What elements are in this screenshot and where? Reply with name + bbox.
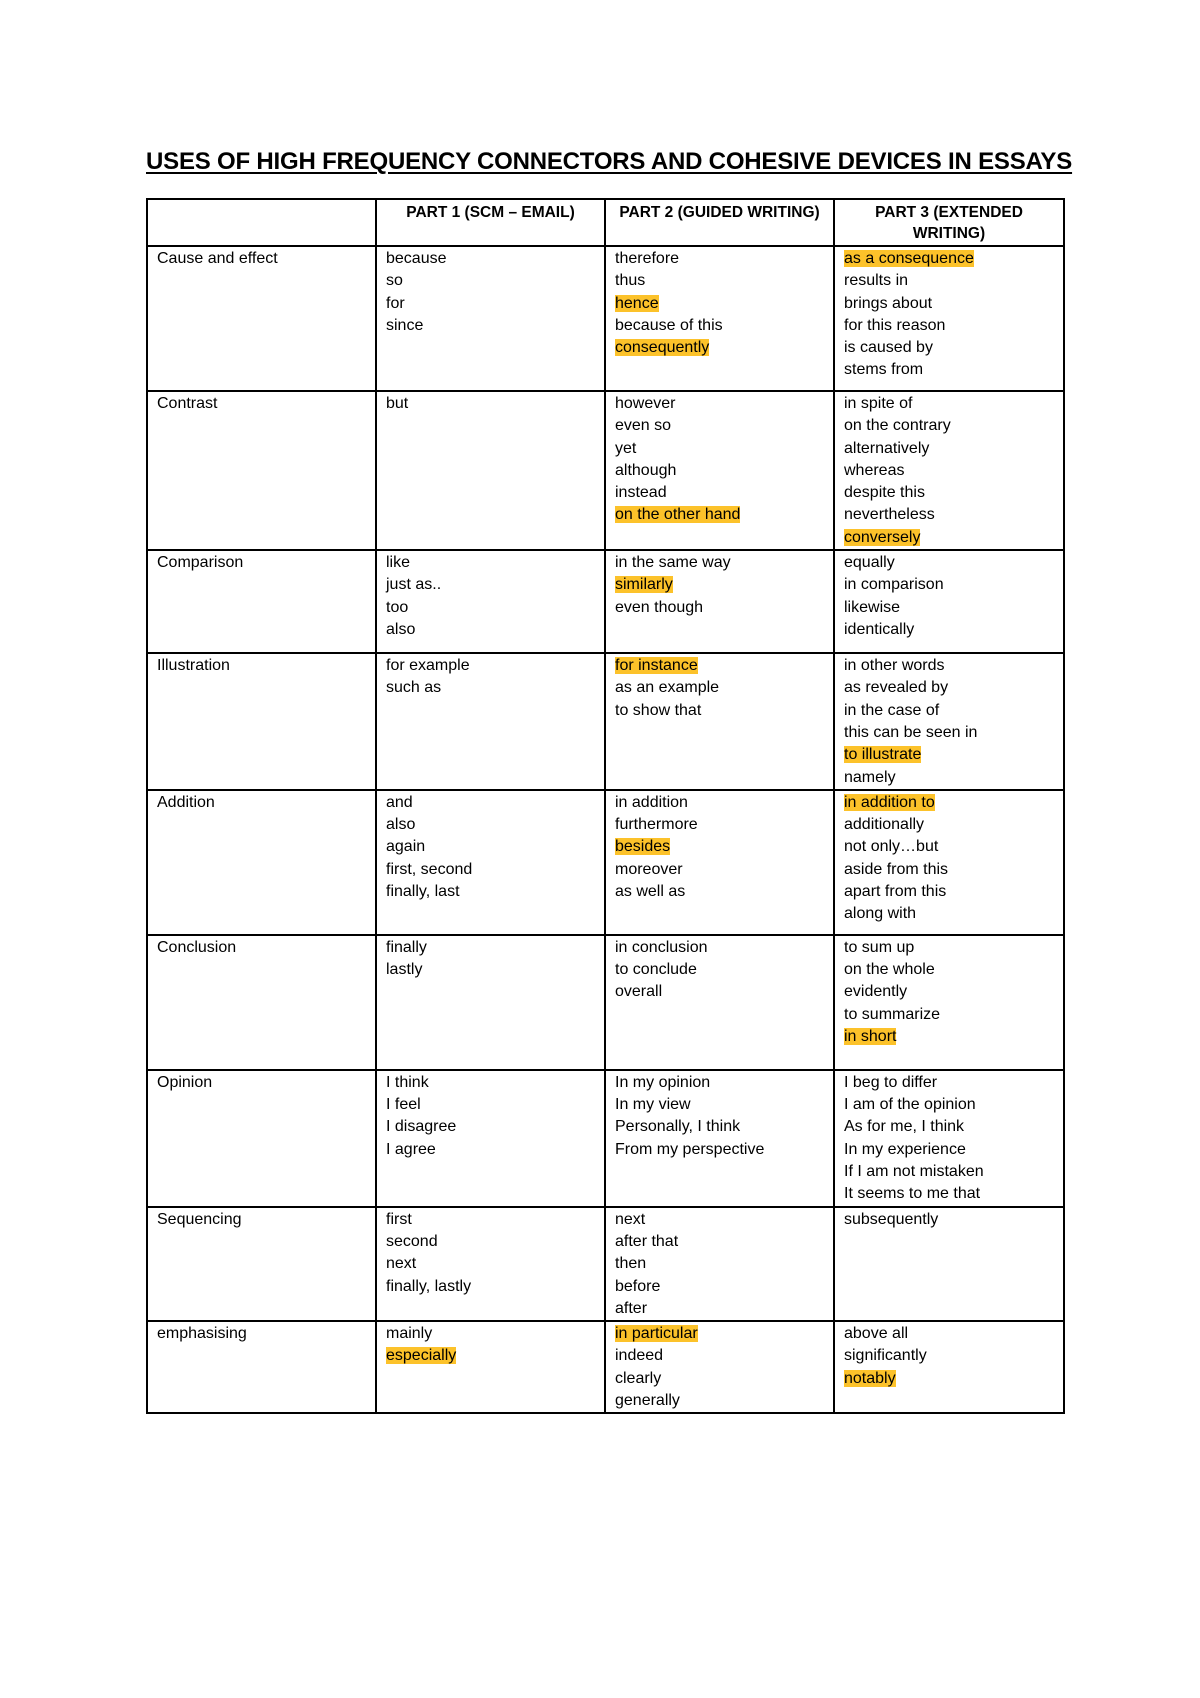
connector-text: clearly <box>615 1369 662 1387</box>
connector-text: as a consequence <box>844 250 974 267</box>
connector-item <box>844 1345 1054 1367</box>
connector-text: for example <box>386 657 470 675</box>
connector-item <box>615 1298 824 1320</box>
connector-item <box>615 1231 824 1253</box>
connector-text: in other words <box>844 657 945 675</box>
connector-item <box>386 792 595 814</box>
connector-text: however <box>615 395 676 412</box>
highlighted-connector <box>386 1345 595 1367</box>
connector-item <box>386 1276 595 1298</box>
connector-item <box>386 1209 595 1231</box>
part-3-cell <box>834 1070 1064 1207</box>
connector-item <box>844 438 1054 460</box>
part-1-cell <box>376 1207 605 1321</box>
connector-text: I disagree <box>386 1118 457 1136</box>
connector-item <box>615 1253 824 1275</box>
connector-item <box>615 677 824 699</box>
connector-text: even so <box>615 417 672 435</box>
connector-item <box>844 315 1054 337</box>
part-2-cell <box>605 246 834 391</box>
connector-item <box>844 722 1054 744</box>
connector-text: likewise <box>844 598 901 616</box>
connector-item <box>386 937 595 959</box>
connector-item <box>844 1183 1054 1205</box>
connector-text: first, second <box>386 860 473 878</box>
connector-text: overall <box>615 983 663 1001</box>
connector-item <box>386 881 595 903</box>
connector-item <box>844 903 1054 925</box>
highlighted-connector <box>844 1368 1054 1390</box>
connector-text: conversely <box>844 528 921 546</box>
highlighted-connector <box>844 792 1054 814</box>
connector-text: along with <box>844 905 917 923</box>
connector-item <box>615 1345 824 1367</box>
connector-text: I agree <box>386 1140 436 1158</box>
connector-text: in addition to <box>844 793 935 811</box>
connector-item <box>386 814 595 836</box>
connector-text: then <box>615 1255 647 1273</box>
connector-item <box>386 1139 595 1161</box>
connector-item <box>844 293 1054 315</box>
part-2-cell <box>605 1070 834 1207</box>
connector-item <box>386 1094 595 1116</box>
part-2-cell <box>605 550 834 653</box>
connector-item <box>844 1209 1054 1231</box>
table-row <box>147 1070 1064 1207</box>
connector-text: to summarize <box>844 1005 941 1023</box>
connector-text: is caused by <box>844 339 933 357</box>
connector-item <box>615 248 824 270</box>
connector-text: indeed <box>615 1347 664 1365</box>
connector-text: results in <box>844 272 909 290</box>
connector-text: in particular <box>615 1325 698 1343</box>
connector-item <box>844 677 1054 699</box>
category-cell: Comparison <box>147 550 376 653</box>
connector-text: evidently <box>844 983 908 1001</box>
table-row <box>147 1321 1064 1413</box>
highlighted-connector <box>615 574 824 596</box>
connector-item <box>386 836 595 858</box>
connector-text: lastly <box>386 961 423 979</box>
connector-text: to illustrate <box>844 746 922 764</box>
connector-text: although <box>615 461 677 479</box>
part-2-cell <box>605 1321 834 1413</box>
table-body <box>147 246 1064 1413</box>
part-3-cell <box>834 653 1064 790</box>
connector-item <box>844 1072 1054 1094</box>
connector-text: since <box>386 316 424 334</box>
connector-item <box>615 482 824 504</box>
header-row <box>147 199 1064 246</box>
connector-item <box>615 1368 824 1390</box>
part-3-cell <box>834 790 1064 935</box>
connector-text: stems from <box>844 361 924 379</box>
category-cell: Addition <box>147 790 376 935</box>
part-3-cell <box>834 391 1064 550</box>
connector-text: next <box>615 1210 646 1228</box>
connector-text: second <box>386 1232 438 1250</box>
header-part-2: PART 2 (GUIDED WRITING) <box>605 199 834 246</box>
table-row <box>147 246 1064 391</box>
connector-item <box>615 393 824 415</box>
connector-text: such as <box>386 679 442 697</box>
connector-item <box>844 1161 1054 1183</box>
connector-text: namely <box>844 768 896 786</box>
connector-text: because <box>386 250 447 267</box>
connector-text: to sum up <box>844 938 915 956</box>
category-cell: Opinion <box>147 1070 376 1207</box>
connector-text: additionally <box>844 816 925 834</box>
connector-item <box>844 1116 1054 1138</box>
highlighted-connector <box>844 1026 1054 1048</box>
connector-text: especially <box>386 1347 457 1365</box>
connector-item <box>386 1116 595 1138</box>
highlighted-connector <box>844 744 1054 766</box>
connector-text: I feel <box>386 1096 421 1114</box>
part-1-cell <box>376 935 605 1070</box>
connector-text: as an example <box>615 679 720 697</box>
connector-text: because of this <box>615 316 723 334</box>
connector-item <box>844 881 1054 903</box>
connector-text: subsequently <box>844 1210 939 1228</box>
connector-item <box>844 1139 1054 1161</box>
connector-item <box>844 1323 1054 1345</box>
connector-text: just as.. <box>386 576 442 594</box>
connector-item <box>615 1072 824 1094</box>
category-cell: Contrast <box>147 391 376 550</box>
connector-item <box>844 504 1054 526</box>
connector-item <box>615 959 824 981</box>
highlighted-connector <box>844 527 1054 549</box>
connector-item <box>615 814 824 836</box>
connector-item <box>386 574 595 596</box>
connector-text: If I am not mistaken <box>844 1163 984 1181</box>
connector-text: Personally, I think <box>615 1118 741 1136</box>
connector-item <box>615 1139 824 1161</box>
connector-item <box>386 655 595 677</box>
connector-item <box>386 270 595 292</box>
connector-text: aside from this <box>844 860 949 878</box>
connector-item <box>615 315 824 337</box>
connector-item <box>386 677 595 699</box>
connector-item <box>844 337 1054 359</box>
connector-text: also <box>386 620 416 638</box>
connector-item <box>386 1231 595 1253</box>
connector-text: and <box>386 793 413 811</box>
part-3-cell <box>834 935 1064 1070</box>
connector-item <box>615 1390 824 1412</box>
part-3-cell <box>834 1207 1064 1321</box>
connector-text: thus <box>615 272 646 290</box>
connector-item <box>386 1072 595 1094</box>
connector-text: like <box>386 554 411 572</box>
connector-item <box>615 552 824 574</box>
connector-item <box>615 881 824 903</box>
connector-item <box>386 619 595 641</box>
connector-item <box>844 767 1054 789</box>
connector-item <box>844 415 1054 437</box>
part-2-cell <box>605 653 834 790</box>
connector-text: on the contrary <box>844 417 951 435</box>
connector-item <box>844 655 1054 677</box>
connector-item <box>844 574 1054 596</box>
connector-text: in comparison <box>844 576 944 594</box>
connector-text: alternatively <box>844 439 930 457</box>
connector-item <box>615 1116 824 1138</box>
connector-item <box>615 859 824 881</box>
connector-text: too <box>386 598 409 616</box>
highlighted-connector <box>615 836 824 858</box>
connector-text: for instance <box>615 657 698 675</box>
connector-text: It seems to me that <box>844 1185 981 1203</box>
connector-text: for <box>386 294 405 312</box>
part-3-cell <box>834 246 1064 391</box>
connector-text: in addition <box>615 793 688 811</box>
part-2-cell <box>605 391 834 550</box>
connector-text: not only…but <box>844 838 939 856</box>
connector-item <box>615 1276 824 1298</box>
connector-item <box>386 248 595 270</box>
connector-text: generally <box>615 1392 680 1410</box>
connector-text: I think <box>386 1073 429 1091</box>
part-3-cell <box>834 1321 1064 1413</box>
part-2-cell <box>605 790 834 935</box>
connector-text: in spite of <box>844 395 913 412</box>
connector-item <box>386 1253 595 1275</box>
connector-text: also <box>386 816 416 834</box>
connector-text: hence <box>615 294 659 312</box>
connector-item <box>615 1209 824 1231</box>
connector-text: on the other hand <box>615 506 741 524</box>
connector-text: In my view <box>615 1096 691 1114</box>
connector-item <box>386 859 595 881</box>
category-cell: Conclusion <box>147 935 376 1070</box>
connector-text: instead <box>615 484 667 502</box>
part-1-cell <box>376 550 605 653</box>
connector-item <box>844 552 1054 574</box>
table-row <box>147 391 1064 550</box>
connector-text: apart from this <box>844 883 947 901</box>
connector-item <box>844 1004 1054 1026</box>
connector-text: In my experience <box>844 1140 966 1158</box>
category-cell: Illustration <box>147 653 376 790</box>
connector-item <box>615 460 824 482</box>
connector-text: after <box>615 1299 648 1317</box>
connector-item <box>844 937 1054 959</box>
connector-text: to conclude <box>615 961 697 979</box>
connector-item <box>844 270 1054 292</box>
connector-text: whereas <box>844 461 905 479</box>
connector-text: I am of the opinion <box>844 1096 976 1114</box>
highlighted-connector <box>615 337 824 359</box>
connector-text: therefore <box>615 250 680 267</box>
connector-item <box>844 482 1054 504</box>
connector-text: yet <box>615 439 637 457</box>
connector-text: for this reason <box>844 316 946 334</box>
connector-text: next <box>386 1255 417 1273</box>
connector-text: similarly <box>615 576 673 594</box>
highlighted-connector <box>615 293 824 315</box>
connector-item <box>844 619 1054 641</box>
connector-item <box>844 981 1054 1003</box>
connector-text: in the same way <box>615 554 731 572</box>
connector-text: finally <box>386 938 427 956</box>
table-row <box>147 550 1064 653</box>
connector-text: after that <box>615 1232 679 1250</box>
table-row <box>147 790 1064 935</box>
connector-text: consequently <box>615 339 710 357</box>
connector-text: but <box>386 395 409 412</box>
part-2-cell <box>605 935 834 1070</box>
highlighted-connector <box>844 248 1054 270</box>
highlighted-connector <box>615 1323 824 1345</box>
connector-text: In my opinion <box>615 1073 711 1091</box>
connector-item <box>615 597 824 619</box>
connector-item <box>386 315 595 337</box>
connector-item <box>386 959 595 981</box>
connector-item <box>615 700 824 722</box>
header-part-1: PART 1 (SCM – EMAIL) <box>376 199 605 246</box>
part-1-cell <box>376 391 605 550</box>
highlighted-connector <box>615 655 824 677</box>
connector-item <box>844 460 1054 482</box>
header-part-3: PART 3 (EXTENDED WRITING) <box>834 199 1064 246</box>
connector-item <box>615 1094 824 1116</box>
connector-item <box>615 270 824 292</box>
connector-text: identically <box>844 620 915 638</box>
connector-item <box>615 792 824 814</box>
category-cell: Sequencing <box>147 1207 376 1321</box>
connector-text: despite this <box>844 484 925 502</box>
connector-text: to show that <box>615 701 702 719</box>
connector-text: brings about <box>844 294 933 312</box>
connector-text: significantly <box>844 1347 927 1365</box>
connector-item <box>386 393 595 415</box>
connector-item <box>844 1094 1054 1116</box>
part-3-cell <box>834 550 1064 653</box>
document-title: USES OF HIGH FREQUENCY CONNECTORS AND COHESIVE DEVICES IN ESSAYS <box>146 148 1073 175</box>
connector-text: besides <box>615 838 671 856</box>
header-empty <box>147 199 376 246</box>
connector-item <box>615 415 824 437</box>
table-row <box>147 1207 1064 1321</box>
part-1-cell <box>376 1321 605 1413</box>
connector-item <box>615 438 824 460</box>
table-row <box>147 653 1064 790</box>
connector-text: in the case of <box>844 701 940 719</box>
connector-text: so <box>386 272 403 290</box>
connector-item <box>386 552 595 574</box>
connector-text: finally, lastly <box>386 1277 472 1295</box>
part-2-cell <box>605 1207 834 1321</box>
connector-item <box>844 393 1054 415</box>
part-1-cell <box>376 790 605 935</box>
connector-text: as well as <box>615 883 686 901</box>
part-1-cell <box>376 1070 605 1207</box>
connector-text: From my perspective <box>615 1140 765 1158</box>
connector-text: on the whole <box>844 961 935 979</box>
highlighted-connector <box>615 504 824 526</box>
table-row <box>147 935 1064 1070</box>
connector-text: as revealed by <box>844 679 949 697</box>
connector-text: moreover <box>615 860 683 878</box>
connector-text: first <box>386 1210 412 1228</box>
connector-item <box>615 981 824 1003</box>
connector-item <box>844 836 1054 858</box>
connector-item <box>844 597 1054 619</box>
category-cell: Cause and effect <box>147 246 376 391</box>
part-1-cell <box>376 246 605 391</box>
connector-item <box>386 293 595 315</box>
connector-text: again <box>386 838 426 856</box>
connector-text: before <box>615 1277 661 1295</box>
connector-text: in conclusion <box>615 938 708 956</box>
connector-text: this can be seen in <box>844 723 978 741</box>
connector-text: even though <box>615 598 704 616</box>
connector-item <box>844 959 1054 981</box>
connector-item <box>386 597 595 619</box>
connector-item <box>844 359 1054 381</box>
connector-item <box>844 859 1054 881</box>
connector-text: equally <box>844 554 895 572</box>
connector-text: I beg to differ <box>844 1073 938 1091</box>
connector-text: As for me, I think <box>844 1118 965 1136</box>
connector-text: notably <box>844 1369 896 1387</box>
part-1-cell <box>376 653 605 790</box>
connector-item <box>386 1323 595 1345</box>
connector-text: nevertheless <box>844 506 935 524</box>
category-cell: emphasising <box>147 1321 376 1413</box>
connectors-table <box>146 198 1065 1414</box>
connector-text: finally, last <box>386 883 460 901</box>
connector-text: mainly <box>386 1325 433 1343</box>
connector-item <box>844 814 1054 836</box>
connector-item <box>615 937 824 959</box>
connector-text: in short <box>844 1028 897 1046</box>
connector-item <box>844 700 1054 722</box>
connector-text: above all <box>844 1325 909 1343</box>
connector-text: furthermore <box>615 816 698 834</box>
